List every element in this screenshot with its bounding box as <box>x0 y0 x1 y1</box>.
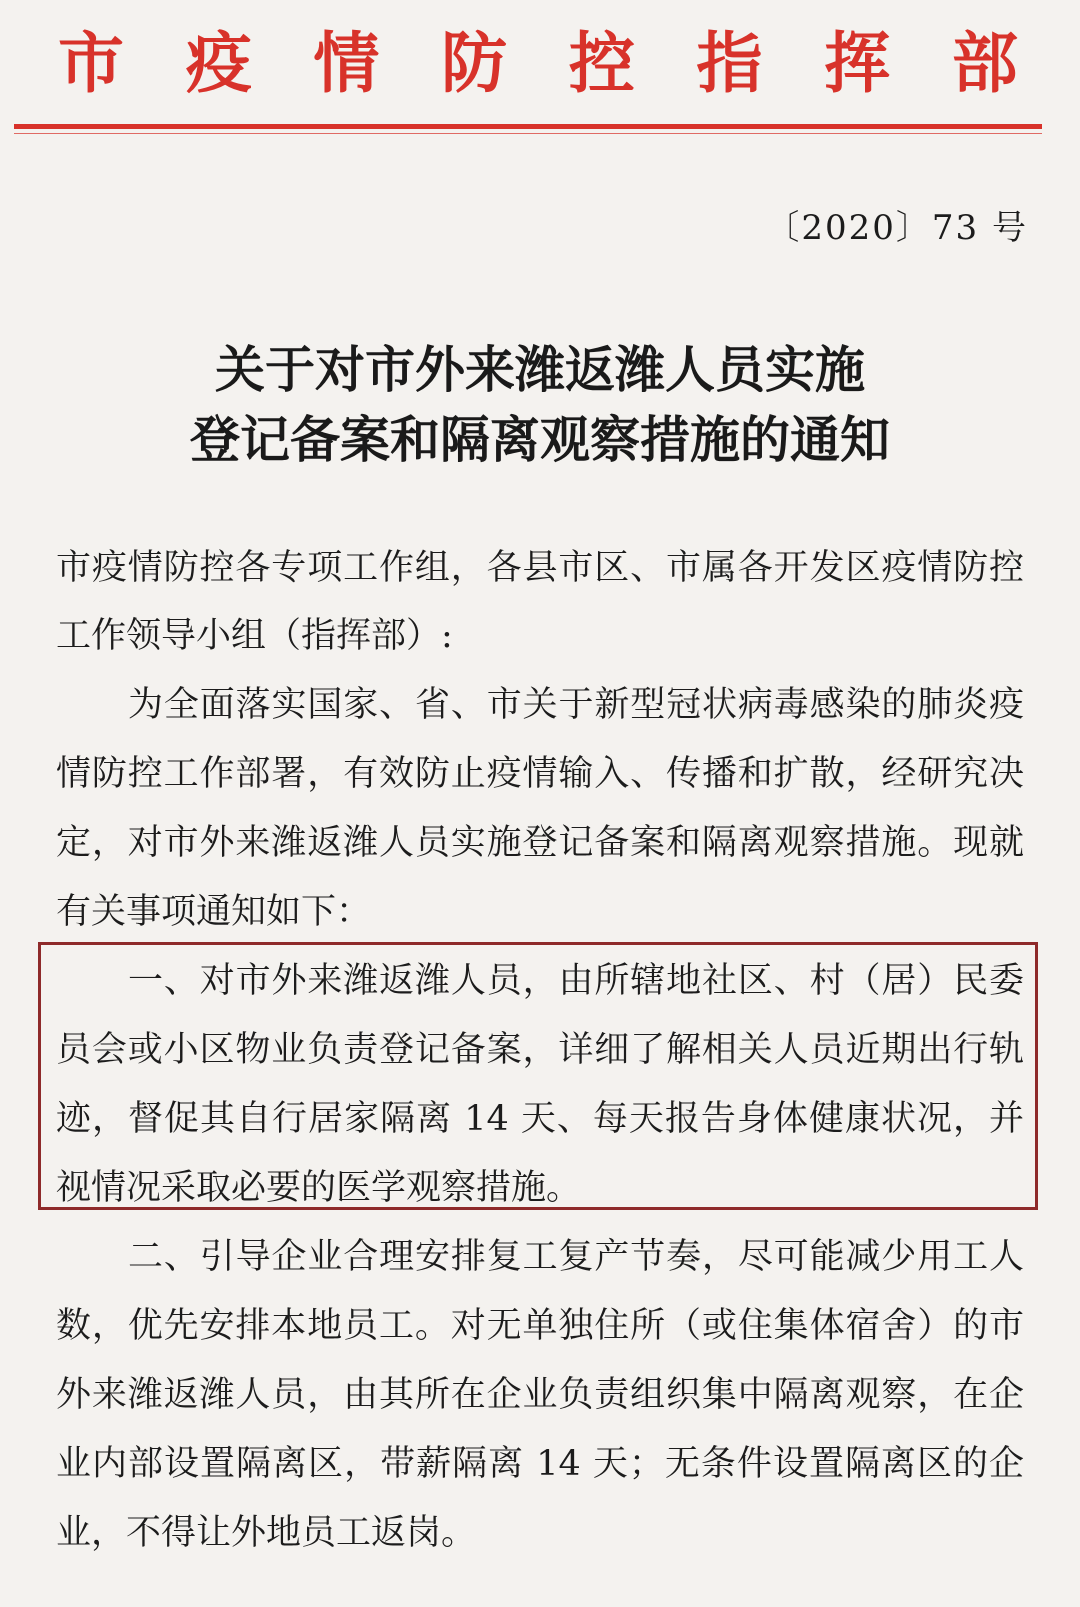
letterhead-char: 市 <box>58 24 124 102</box>
letterhead-char: 部 <box>951 24 1018 102</box>
body-line: 业，不得让外地员工返岗。 <box>56 1513 477 1553</box>
letterhead-divider <box>14 124 1042 129</box>
body-line: 二、引导企业合理安排复工复产节奏，尽可能减少用工人 <box>128 1237 1024 1277</box>
body-line: 工作领导小组（指挥部）: <box>56 616 453 656</box>
body-line: 迹，督促其自行居家隔离 14 天、每天报告身体健康状况，并 <box>56 1099 1024 1139</box>
letterhead-char: 控 <box>568 24 635 102</box>
body-line: 外来潍返潍人员，由其所在企业负责组织集中隔离观察，在企 <box>56 1375 1024 1415</box>
letterhead-char: 指 <box>696 24 763 102</box>
body-line: 一、对市外来潍返潍人员，由所辖地社区、村（居）民委 <box>128 961 1024 1001</box>
letterhead-char: 情 <box>313 24 380 102</box>
letterhead-char: 挥 <box>824 24 891 102</box>
document-title-line-2: 登记备案和隔离观察措施的通知 <box>190 410 890 469</box>
body-line: 业内部设置隔离区，带薪隔离 14 天；无条件设置隔离区的企 <box>56 1444 1024 1484</box>
body-line: 情防控工作部署，有效防止疫情输入、传播和扩散，经研究决 <box>56 754 1024 794</box>
letterhead <box>58 18 1018 108</box>
body-line: 市疫情防控各专项工作组，各县市区、市属各开发区疫情防控 <box>56 548 1024 588</box>
letterhead-divider-thin <box>14 133 1042 134</box>
document-title-line-1: 关于对市外来潍返潍人员实施 <box>215 340 865 399</box>
body-line: 为全面落实国家、省、市关于新型冠状病毒感染的肺炎疫 <box>128 685 1024 725</box>
letterhead-char: 疫 <box>185 24 252 102</box>
body-line: 有关事项通知如下： <box>56 892 372 932</box>
document-number: 〔2020〕73 号 <box>765 208 1028 248</box>
body-line: 员会或小区物业负责登记备案，详细了解相关人员近期出行轨 <box>56 1030 1024 1070</box>
body-line: 定，对市外来潍返潍人员实施登记备案和隔离观察措施。现就 <box>56 823 1024 863</box>
body-line: 数，优先安排本地员工。对无单独住所（或住集体宿舍）的市 <box>56 1306 1024 1346</box>
letterhead-char: 防 <box>441 24 508 102</box>
body-line: 视情况采取必要的医学观察措施。 <box>56 1168 582 1208</box>
